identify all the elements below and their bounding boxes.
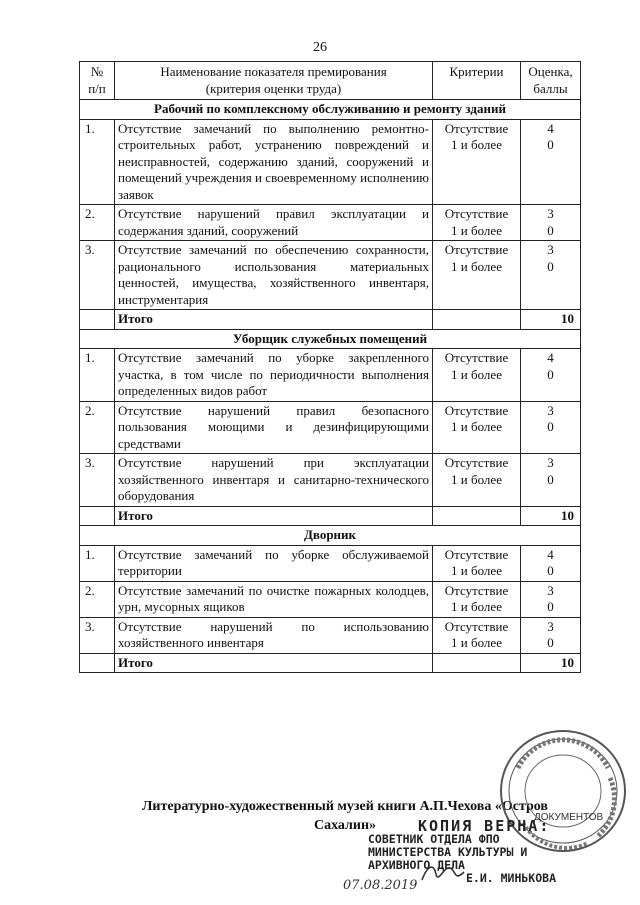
table-row xyxy=(80,205,581,241)
row-description: Отсутствие замечаний по уборке обслуживаемой территории xyxy=(115,545,433,581)
total-label: Итого xyxy=(115,653,433,673)
section-title: Дворник xyxy=(80,526,581,546)
row-number: 1. xyxy=(80,349,115,402)
total-empty-cell xyxy=(80,506,115,526)
row-number: 2. xyxy=(80,205,115,241)
header-number: № п/п xyxy=(80,62,115,100)
total-value: 10 xyxy=(521,506,581,526)
table-row xyxy=(80,545,581,581)
row-score: 3 0 xyxy=(521,581,581,617)
row-description: Отсутствие замечаний по уборке закрепленного участка, в том числе по периодичности выполнения определенных видов работ xyxy=(115,349,433,402)
row-score: 3 0 xyxy=(521,454,581,507)
handwritten-date: 07.08.2019 xyxy=(343,878,418,893)
premium-criteria-table xyxy=(79,61,581,673)
row-number: 2. xyxy=(80,581,115,617)
row-score: 3 0 xyxy=(521,401,581,454)
row-criteria: Отсутствие 1 и более xyxy=(433,545,521,581)
row-description: Отсутствие нарушений правил безопасного пользования моющими и дезинфицирующими средствами xyxy=(115,401,433,454)
row-number: 1. xyxy=(80,119,115,205)
total-label: Итого xyxy=(115,506,433,526)
cert-ministry: МИНИСТЕРСТВА КУЛЬТУРЫ И xyxy=(368,845,528,859)
total-empty-criteria xyxy=(433,310,521,330)
handwritten-signature xyxy=(418,858,468,888)
row-description: Отсутствие замечаний по выполнению ремонтно-строительных работ, устранению повреждений и неисправностей, содержанию зданий, сооружений и помещений учреждения и своевременному исполнению заявок xyxy=(115,119,433,205)
cert-position: СОВЕТНИК ОТДЕЛА ФПО xyxy=(368,832,500,846)
table-row xyxy=(80,617,581,653)
header-indicator-name: Наименование показателя премирования (критерия оценки труда) xyxy=(115,62,433,100)
row-score: 3 0 xyxy=(521,205,581,241)
cert-department: АРХИВНОГО ДЕЛА xyxy=(368,858,465,872)
row-number: 3. xyxy=(80,617,115,653)
section-title: Рабочий по комплексному обслуживанию и ремонту зданий xyxy=(80,100,581,120)
section-header-row xyxy=(80,526,581,546)
row-criteria: Отсутствие 1 и более xyxy=(433,241,521,310)
total-empty-cell xyxy=(80,310,115,330)
total-empty-criteria xyxy=(433,653,521,673)
row-score: 4 0 xyxy=(521,545,581,581)
header-criteria: Критерии xyxy=(433,62,521,100)
row-description: Отсутствие нарушений правил эксплуатации и содержания зданий, сооружений xyxy=(115,205,433,241)
organization-name: Литературно-художественный музей книги А.П.Чехова «Остров Сахалин» xyxy=(142,799,548,833)
page-number: 26 xyxy=(313,40,327,55)
cert-copy-true: КОПИЯ ВЕРНА: xyxy=(418,817,551,835)
row-criteria: Отсутствие 1 и более xyxy=(433,454,521,507)
table-body xyxy=(80,100,581,673)
total-empty-criteria xyxy=(433,506,521,526)
row-criteria: Отсутствие 1 и более xyxy=(433,119,521,205)
row-criteria: Отсутствие 1 и более xyxy=(433,205,521,241)
row-number: 3. xyxy=(80,454,115,507)
table-row xyxy=(80,119,581,205)
row-criteria: Отсутствие 1 и более xyxy=(433,349,521,402)
row-number: 2. xyxy=(80,401,115,454)
total-empty-cell xyxy=(80,653,115,673)
total-row xyxy=(80,506,581,526)
table-row xyxy=(80,241,581,310)
table-row xyxy=(80,454,581,507)
table-row xyxy=(80,401,581,454)
total-value: 10 xyxy=(521,653,581,673)
table-row xyxy=(80,581,581,617)
section-title: Уборщик служебных помещений xyxy=(80,329,581,349)
row-description: Отсутствие нарушений по использованию хозяйственного инвентаря xyxy=(115,617,433,653)
section-header-row xyxy=(80,100,581,120)
row-criteria: Отсутствие 1 и более xyxy=(433,401,521,454)
row-criteria: Отсутствие 1 и более xyxy=(433,581,521,617)
row-criteria: Отсутствие 1 и более xyxy=(433,617,521,653)
table-row xyxy=(80,349,581,402)
row-description: Отсутствие замечаний по очистке пожарных колодцев, урн, мусорных ящиков xyxy=(115,581,433,617)
row-score: 3 0 xyxy=(521,617,581,653)
total-row xyxy=(80,653,581,673)
total-value: 10 xyxy=(521,310,581,330)
seal-text: ДОКУМЕНТОВ xyxy=(534,812,604,823)
row-score: 4 0 xyxy=(521,349,581,402)
total-row xyxy=(80,310,581,330)
cert-name: Е.И. МИНЬКОВА xyxy=(466,871,557,885)
row-score: 4 0 xyxy=(521,119,581,205)
row-description: Отсутствие замечаний по обеспечению сохранности, рационального использования материальных ценностей, имущества, хозяйственного инвентаря, инструментария xyxy=(115,241,433,310)
row-number: 3. xyxy=(80,241,115,310)
total-label: Итого xyxy=(115,310,433,330)
row-description: Отсутствие нарушений при эксплуатации хозяйственного инвентаря и санитарно-технического оборудования xyxy=(115,454,433,507)
row-number: 1. xyxy=(80,545,115,581)
row-score: 3 0 xyxy=(521,241,581,310)
header-score: Оценка, баллы xyxy=(521,62,581,100)
section-header-row xyxy=(80,329,581,349)
table-header-row xyxy=(80,62,581,100)
